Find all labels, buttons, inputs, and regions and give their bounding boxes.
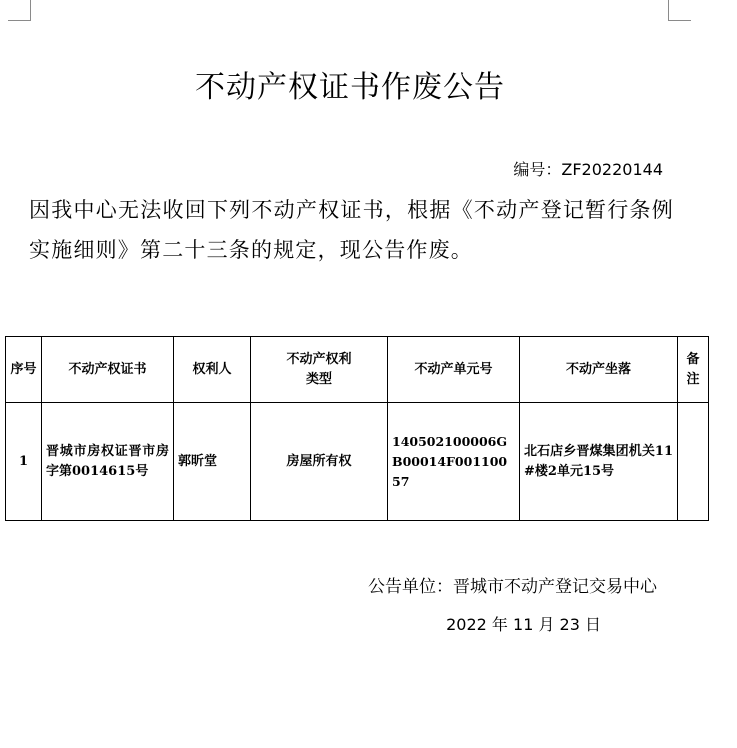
header-unit-no: 不动产单元号	[388, 337, 520, 403]
cell-seq: 1	[6, 403, 42, 521]
header-certificate: 不动产权证书	[42, 337, 174, 403]
table-header-row	[6, 337, 709, 403]
header-location: 不动产坐落	[520, 337, 678, 403]
voided-certificate-table	[5, 336, 709, 521]
header-remark: 备注	[678, 337, 709, 403]
announcement-body: 因我中心无法收回下列不动产权证书，根据《不动产登记暂行条例实施细则》第二十三条的规定，现公告作废。	[29, 198, 674, 262]
document-title: 不动产权证书作废公告	[195, 70, 505, 105]
cell-unit-no: 140502100006GB00014F00110057	[388, 403, 520, 521]
issue-date: 2022 年 11 月 23 日	[446, 615, 601, 634]
cell-certificate: 晋城市房权证晋市房字第0014615号	[42, 403, 174, 521]
cell-location: 北石店乡晋煤集团机关11#楼2单元15号	[520, 403, 678, 521]
document-number: 编号：ZF20220144	[513, 160, 663, 179]
page-corner-mark-top-right	[668, 0, 691, 21]
cell-holder: 郭昕堂	[174, 403, 251, 521]
page-corner-mark-top-left	[8, 0, 31, 21]
cell-remark	[678, 403, 709, 521]
issuing-unit: 公告单位：晋城市不动产登记交易中心	[368, 577, 657, 597]
cell-right-type: 房屋所有权	[251, 403, 388, 521]
header-holder: 权利人	[174, 337, 251, 403]
header-right-type: 不动产权利类型	[251, 337, 388, 403]
header-seq: 序号	[6, 337, 42, 403]
table-row	[6, 403, 709, 521]
